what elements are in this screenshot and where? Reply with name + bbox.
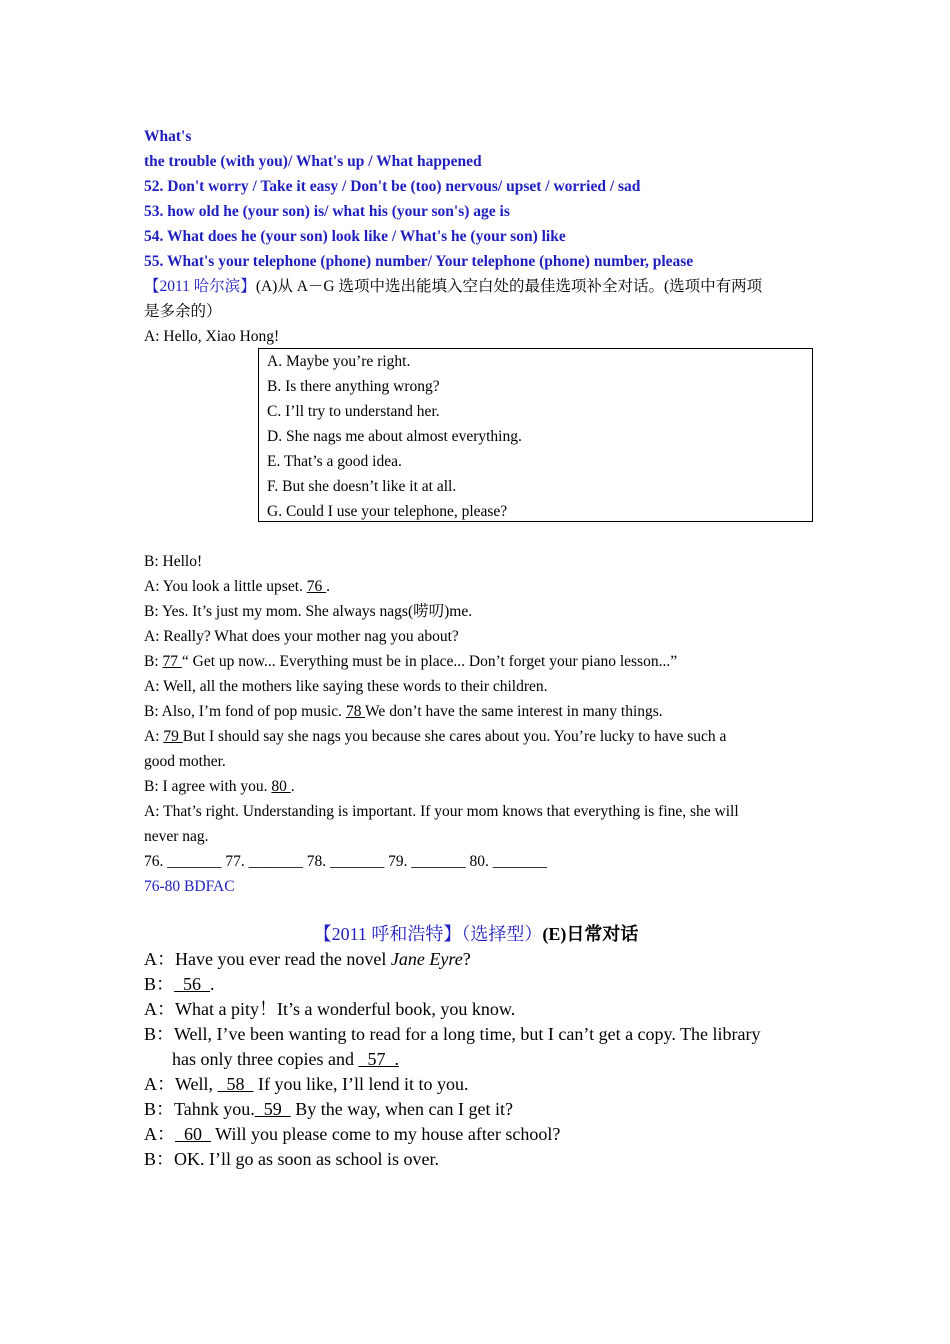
blank-80: 80 xyxy=(271,778,291,795)
option-item: E. That’s a good idea. xyxy=(267,453,402,470)
option-item: D. She nags me about almost everything. xyxy=(267,428,522,445)
option-item: G. Could I use your telephone, please? xyxy=(267,503,508,520)
dialogue-line: B: 77 “ Get up now... Everything must be in place... Don’t forget your piano lesson...” xyxy=(144,653,678,670)
hohhot-tag: 【2011 呼和浩特】（选择型） xyxy=(313,924,543,944)
dialogue-line: B：Well, I’ve been wanting to read for a long time, but I can’t get a copy. The library xyxy=(144,1024,761,1044)
dialogue-line: A：Well, 58 If you like, I’ll lend it to you. xyxy=(144,1074,469,1094)
dialogue-line: never nag. xyxy=(144,828,209,845)
dialogue-line: A: Really? What does your mother nag you about? xyxy=(144,628,459,645)
harbin-answer: 76-80 BDFAC xyxy=(144,878,235,895)
dialogue-line: has only three copies and 57 . xyxy=(172,1049,399,1069)
answer-line: the trouble (with you)/ What's up / What happened xyxy=(144,153,482,170)
answer-line: 54. What does he (your son) look like / What's he (your son) like xyxy=(144,228,566,245)
answer-blanks: 76. _______ 77. _______ 78. _______ 79. _______ 80. _______ xyxy=(144,853,547,870)
dialogue-line: A: You look a little upset. 76 . xyxy=(144,578,331,595)
dialogue-line: B：Tahnk you. 59 By the way, when can I get it? xyxy=(144,1099,513,1119)
blank-79: 79 xyxy=(163,728,183,745)
option-item: F. But she doesn’t like it at all. xyxy=(267,478,457,495)
harbin-instruction-text: (A)从 A－G 选项中选出能填入空白处的最佳选项补全对话。(选项中有两项 xyxy=(255,278,763,295)
dialogue-line: B: I agree with you. 80 . xyxy=(144,778,295,795)
dialogue-line: A: Well, all the mothers like saying these words to their children. xyxy=(144,678,548,695)
answer-line: What's xyxy=(144,128,192,145)
harbin-instruction xyxy=(144,274,762,299)
harbin-tag: 【2011 哈尔滨】 xyxy=(144,278,256,295)
answer-line: 53. how old he (your son) is/ what his (your son's) age is xyxy=(144,203,510,220)
dialogue-line: A： 60 Will you please come to my house after school? xyxy=(144,1124,561,1144)
dialogue-line: B: Also, I’m fond of pop music. 78 We don’t have the same interest in many things. xyxy=(144,703,663,720)
dialogue-line: A：Have you ever read the novel Jane Eyre? xyxy=(144,949,471,969)
dialogue-line: B: Yes. It’s just my mom. She always nags(唠叨)me. xyxy=(144,603,473,620)
options-box xyxy=(258,348,813,522)
option-item: A. Maybe you’re right. xyxy=(267,353,411,370)
blank-78: 78 xyxy=(345,703,366,720)
option-item: B. Is there anything wrong? xyxy=(267,378,440,395)
blank-56: 56 xyxy=(174,974,211,994)
answer-line: 52. Don't worry / Take it easy / Don't be (too) nervous/ upset / worried / sad xyxy=(144,178,641,195)
blank-57: 57 . xyxy=(358,1049,399,1069)
blank-59: 59 xyxy=(254,1099,291,1119)
blank-58: 58 xyxy=(217,1074,254,1094)
dialogue-line: A: That’s right. Understanding is important. If your mom knows that everything is fine, she will xyxy=(144,803,739,820)
dialogue-line: B： 56 . xyxy=(144,974,215,994)
answer-line: 55. What's your telephone (phone) number/ Your telephone (phone) number, please xyxy=(144,253,694,270)
dialogue-line: A: 79 But I should say she nags you because she cares about you. You’re lucky to have such a xyxy=(144,728,727,745)
dialogue-line: A：What a pity！It’s a wonderful book, you know. xyxy=(144,999,516,1019)
blank-76: 76 xyxy=(306,578,327,595)
dialogue-line: B：OK. I’ll go as soon as school is over. xyxy=(144,1149,439,1169)
blank-77: 77 xyxy=(162,653,182,670)
dialogue-line: good mother. xyxy=(144,753,226,770)
dialogue-line: A: Hello, Xiao Hong! xyxy=(144,328,280,345)
hohhot-title-text: (E)日常对话 xyxy=(542,924,639,944)
option-item: C. I’ll try to understand her. xyxy=(267,403,440,420)
novel-title: Jane Eyre xyxy=(390,949,463,969)
hohhot-title xyxy=(144,922,808,947)
harbin-instruction-cont: 是多余的） xyxy=(144,303,222,320)
blank-60: 60 xyxy=(175,1124,211,1144)
dialogue-line: B: Hello! xyxy=(144,553,203,570)
